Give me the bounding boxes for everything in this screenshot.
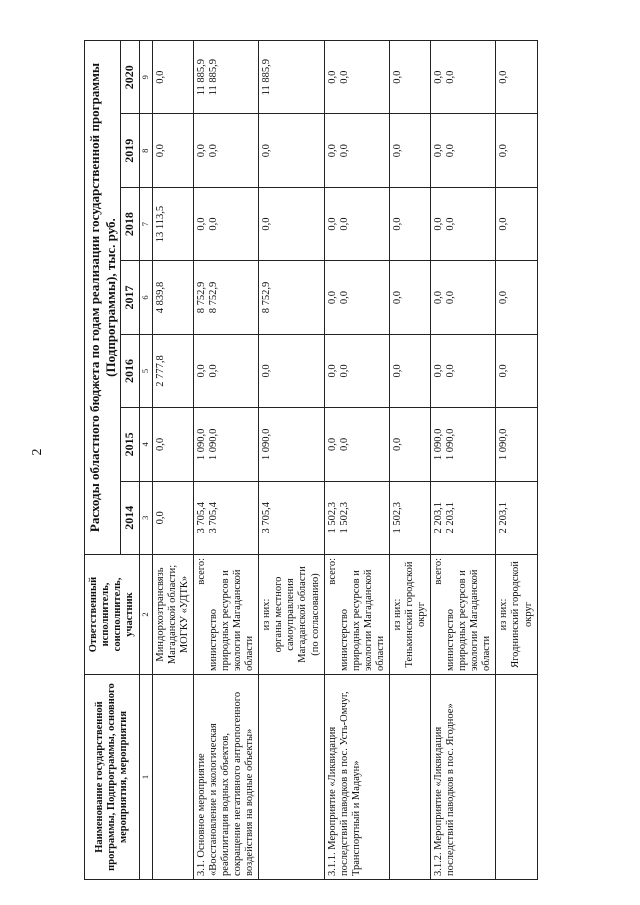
value: 0,0 (154, 144, 166, 158)
value: 0,0 (261, 217, 273, 231)
executor-cell (259, 555, 324, 675)
column-index-5: 5 (139, 334, 152, 407)
column-index-4: 4 (139, 408, 152, 481)
value-cell-2018 (389, 187, 430, 260)
column-index-1: 1 (139, 675, 152, 880)
value: 0,0 (326, 364, 338, 378)
executor-name: органы местного самоуправления Магаданской области (по согласованию) (273, 566, 321, 663)
value: 1 502,3 (391, 502, 403, 534)
value-cell-2020 (193, 41, 258, 114)
header-year-2018: 2018 (121, 187, 140, 260)
table-row (389, 41, 430, 880)
value-cell-2015 (324, 408, 389, 481)
value-cell-2019 (324, 114, 389, 187)
activity-name (259, 675, 324, 880)
value-cell-2020 (152, 41, 193, 114)
value: 0,0 (195, 144, 207, 158)
budget-table-sheet (84, 40, 634, 880)
value: 0,0 (195, 364, 207, 378)
value-cell-2020 (496, 41, 537, 114)
value: 0,0 (261, 144, 273, 158)
value: 1 090,0 (208, 428, 219, 461)
value: 0,0 (498, 144, 510, 158)
value: 0,0 (338, 437, 350, 451)
value: 0,0 (154, 437, 166, 451)
value-cell-2017 (259, 261, 324, 334)
value: 11 885,9 (195, 59, 207, 96)
value-cell-2019 (152, 114, 193, 187)
value-cell-2018 (193, 187, 258, 260)
value-cell-2014 (389, 481, 430, 554)
value-cell-2019 (193, 114, 258, 187)
value: 0,0 (338, 290, 350, 305)
value-cell-2015 (431, 408, 496, 481)
value-cell-2016 (152, 334, 193, 407)
value-cell-2018 (496, 187, 537, 260)
table-body (152, 41, 537, 880)
value: 0,0 (445, 290, 457, 305)
value-cell-2019 (431, 114, 496, 187)
activity-name: 3.1.2. Мероприятие «Ликвидация последствий паводков в пос. Ягодное» (431, 675, 496, 880)
value-cell-2015 (259, 408, 324, 481)
value-cell-2015 (193, 408, 258, 481)
header-expenses: Расходы областного бюджета по годам реализации государственной программы (Подпрограммы), тыс. руб. (85, 41, 121, 555)
value-cell-2014 (152, 481, 193, 554)
executor-name: Тенькинский городской округ (403, 561, 427, 668)
executor-total-label: всего: (326, 558, 338, 585)
executor-cell (152, 555, 193, 675)
value: 0,0 (338, 217, 350, 231)
value-cell-2017 (193, 261, 258, 334)
value-cell-2017 (431, 261, 496, 334)
column-index-6: 6 (139, 261, 152, 334)
value-cell-2020 (389, 41, 430, 114)
value: 1 502,3 (338, 502, 350, 534)
value: 0,0 (433, 290, 445, 305)
value-cell-2014 (324, 481, 389, 554)
executor-cell (389, 555, 430, 675)
executor-name: Миндорхозтрансвязь Магаданской области; МОГКУ «УДТК» (154, 564, 190, 665)
column-index-3: 3 (139, 481, 152, 554)
value: 11 885,9 (208, 59, 219, 96)
value: 2 203,1 (445, 502, 457, 534)
value: 0,0 (445, 364, 457, 378)
value: 0,0 (326, 70, 338, 84)
header-year-2017: 2017 (121, 261, 140, 334)
value-cell-2017 (152, 261, 193, 334)
executor-total-label: из них: (498, 598, 510, 631)
value: 8 752,9 (195, 281, 207, 314)
value-cell-2019 (389, 114, 430, 187)
value-cell-2014 (193, 481, 258, 554)
executor-total-label: из них: (391, 598, 403, 631)
value: 0,0 (338, 144, 350, 158)
value: 1 502,3 (326, 502, 338, 534)
activity-name (389, 675, 430, 880)
value-cell-2017 (496, 261, 537, 334)
value: 0,0 (391, 364, 403, 378)
value-cell-2015 (389, 408, 430, 481)
value: 0,0 (498, 364, 510, 378)
value: 3 705,4 (261, 502, 273, 534)
value: 0,0 (154, 70, 166, 84)
executor-name: министерство природных ресурсов и экологии Магаданской области (445, 569, 493, 671)
activity-name: 3.1.1. Мероприятие «Ликвидация последствий паводков в пос. Усть-Омчуг, Транспортный и Мадаун» (324, 675, 389, 880)
value: 0,0 (445, 144, 457, 158)
value-cell-2016 (193, 334, 258, 407)
value: 0,0 (445, 217, 457, 231)
value: 8 752,9 (208, 281, 219, 314)
value: 0,0 (391, 70, 403, 84)
activity-name (152, 675, 193, 880)
executor-name: министерство природных ресурсов и экологии Магаданской области (208, 569, 256, 671)
value-cell-2018 (152, 187, 193, 260)
value-cell-2019 (259, 114, 324, 187)
column-index-9: 9 (139, 41, 152, 114)
value: 0,0 (326, 144, 338, 158)
value: 0,0 (391, 437, 403, 451)
value: 0,0 (326, 290, 338, 305)
value: 3 705,4 (195, 502, 207, 534)
activity-name: 3.1. Основное мероприятие «Восстановление и экологическая реабилитация водных объектов, сокращение негативного антропогенного воздействия на водные объекты» (193, 675, 258, 880)
header-year-2020: 2020 (121, 41, 140, 114)
header-year-2014: 2014 (121, 481, 140, 554)
value-cell-2018 (259, 187, 324, 260)
value-cell-2020 (431, 41, 496, 114)
value: 0,0 (338, 364, 350, 378)
executor-cell (431, 555, 496, 675)
table-row (496, 41, 537, 880)
value-cell-2014 (496, 481, 537, 554)
value: 0,0 (195, 217, 207, 231)
value: 0,0 (498, 70, 510, 84)
value: 0,0 (338, 70, 350, 84)
value: 0,0 (445, 70, 457, 84)
executor-cell (193, 555, 258, 675)
executor-cell (324, 555, 389, 675)
executor-name: Ягоднинский городской округ (510, 561, 534, 668)
page-number: 2 (30, 448, 45, 456)
value-cell-2016 (431, 334, 496, 407)
value: 0,0 (326, 217, 338, 231)
value-cell-2018 (431, 187, 496, 260)
executor-cell (496, 555, 537, 675)
value: 0,0 (433, 217, 445, 231)
value: 0,0 (154, 511, 166, 525)
table-row (152, 41, 193, 880)
value: 0,0 (391, 290, 403, 305)
value-cell-2017 (389, 261, 430, 334)
value: 0,0 (433, 364, 445, 378)
value: 0,0 (498, 290, 510, 305)
executor-name: министерство природных ресурсов и экологии Магаданской области (338, 569, 386, 671)
table-row (193, 41, 258, 880)
value: 2 203,1 (433, 502, 445, 534)
header-year-2019: 2019 (121, 114, 140, 187)
value-cell-2020 (259, 41, 324, 114)
column-index-7: 7 (139, 187, 152, 260)
executor-total-label: всего: (433, 558, 445, 585)
value: 1 090,0 (261, 428, 273, 461)
header-year-2016: 2016 (121, 334, 140, 407)
value-cell-2019 (496, 114, 537, 187)
value: 0,0 (326, 437, 338, 451)
value-cell-2014 (259, 481, 324, 554)
value: 0,0 (391, 217, 403, 231)
value: 0,0 (433, 144, 445, 158)
value-cell-2017 (324, 261, 389, 334)
value: 11 885,9 (261, 59, 273, 96)
column-index-8: 8 (139, 114, 152, 187)
table-row (431, 41, 496, 880)
activity-name (496, 675, 537, 880)
value: 2 777,8 (154, 355, 166, 387)
budget-table (84, 40, 538, 880)
value: 0,0 (498, 217, 510, 231)
value-cell-2016 (389, 334, 430, 407)
value: 1 090,0 (433, 428, 445, 461)
value: 1 090,0 (445, 428, 457, 461)
value: 0,0 (208, 364, 219, 378)
executor-total-label: всего: (195, 558, 207, 585)
value-cell-2016 (324, 334, 389, 407)
table-row (259, 41, 324, 880)
value-cell-2015 (152, 408, 193, 481)
value: 1 090,0 (498, 428, 510, 461)
value: 2 203,1 (498, 502, 510, 534)
header-year-2015: 2015 (121, 408, 140, 481)
value: 8 752,9 (261, 281, 273, 314)
header-index-row (139, 41, 152, 880)
executor-total-label: из них: (261, 598, 273, 631)
column-index-2: 2 (139, 555, 152, 675)
header-executor-column: Ответственный исполнитель, соисполнитель, участник (85, 555, 140, 675)
header-name-column: Наименование государственной программы, Подпрограммы, основного мероприятия, мероприятия (85, 675, 140, 880)
value: 0,0 (391, 144, 403, 158)
value-cell-2018 (324, 187, 389, 260)
value: 3 705,4 (208, 502, 219, 534)
value-cell-2015 (496, 408, 537, 481)
table-row (324, 41, 389, 880)
value: 4 839,8 (154, 281, 166, 314)
value-cell-2016 (496, 334, 537, 407)
value: 0,0 (208, 144, 219, 158)
value-cell-2016 (259, 334, 324, 407)
value: 0,0 (208, 217, 219, 231)
value-cell-2014 (431, 481, 496, 554)
value: 0,0 (261, 364, 273, 378)
value-cell-2020 (324, 41, 389, 114)
value: 1 090,0 (195, 428, 207, 461)
value: 0,0 (433, 70, 445, 84)
value: 13 113,5 (154, 205, 166, 243)
